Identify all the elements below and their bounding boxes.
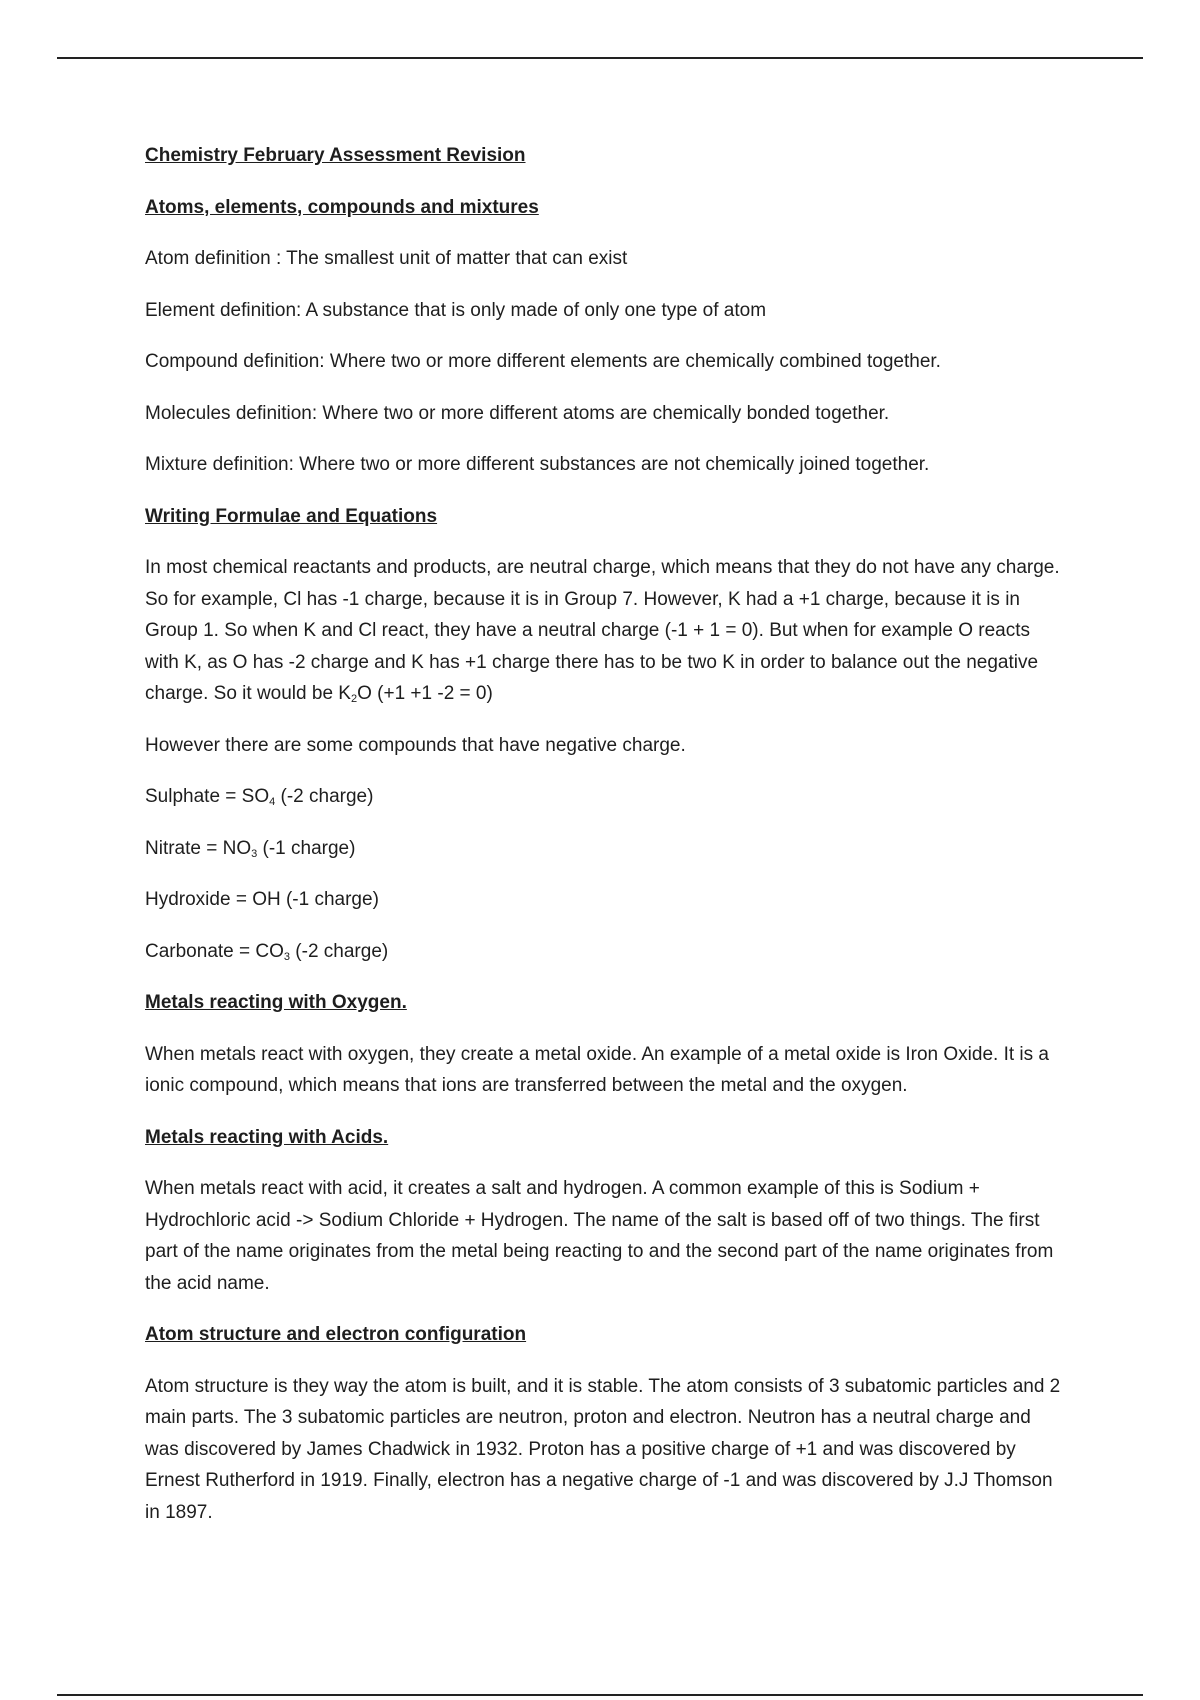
nitrate-charge: (-1 charge): [257, 837, 356, 859]
formulae-paragraph-tail: O (+1 +1 -2 = 0): [357, 683, 493, 704]
molecule-definition: Molecules definition: Where two or more different atoms are chemically bonded together.: [145, 402, 890, 424]
document-body: [145, 140, 1065, 1548]
atom-structure-paragraph: Atom structure is they way the atom is built, and it is stable. The atom consists of 3 subatomic particles and 2 main parts. The 3 subatomic particles are neutron, proton and electron. Neutron has a neutral charge and was discovered by James Chadwick in 1932. Proton has a positive charge of +1 and was discovered by Ernest Rutherford in 1919. Finally, electron has a negative charge of -1 and was discovered by J.J Thomson in 1897.: [145, 1375, 1061, 1523]
sulphate-line: [145, 781, 1065, 813]
compound-definition: Compound definition: Where two or more different elements are chemically combined together.: [145, 351, 941, 372]
heading-formulae-equations: Writing Formulae and Equations: [145, 505, 438, 527]
nitrate-subscript: 3: [251, 847, 258, 860]
mixture-definition: Mixture definition: Where two or more different substances are not chemically joined together.: [145, 454, 930, 475]
carbonate-line: [145, 936, 1065, 968]
heading-atoms-elements: Atoms, elements, compounds and mixtures: [145, 196, 539, 218]
sulphate-subscript: 4: [269, 796, 276, 808]
sulphate-charge: (-2 charge): [275, 786, 374, 807]
metals-oxygen-paragraph: When metals react with oxygen, they create a metal oxide. An example of a metal oxide is Iron Oxide. It is a ionic compound, which means that ions are transferred between the metal and the oxygen.: [145, 1043, 1049, 1096]
k2o-subscript: 2: [350, 693, 358, 705]
formulae-paragraph: [145, 552, 1065, 710]
header-rule: [57, 57, 1143, 59]
heading-metals-oxygen: Metals reacting with Oxygen.: [145, 992, 407, 1013]
nitrate-line: [145, 833, 1065, 865]
negative-charge-intro: However there are some compounds that have negative charge.: [145, 734, 686, 756]
sulphate-formula: Sulphate = SO: [145, 786, 270, 807]
formulae-paragraph-text: In most chemical reactants and products, are neutral charge, which means that they do not have any charge. So for example, Cl has -1 charge, because it is in Group 7. However, K had a +1 charge, because it is in Group 1. So when K and Cl react, they have a neutral charge (-1 + 1 = 0). But when for example O reacts with K, as O has -2 charge and K has +1 charge there has to be two K in order to balance out the negative charge. So it would be K: [145, 557, 1060, 704]
element-definition: Element definition: A substance that is only made of only one type of atom: [145, 299, 767, 321]
atom-definition: Atom definition : The smallest unit of matter that can exist: [145, 248, 628, 269]
nitrate-formula: Nitrate = NO: [145, 837, 252, 859]
carbonate-formula: Carbonate = CO: [145, 940, 284, 962]
document-title: Chemistry February Assessment Revision: [145, 145, 526, 166]
footer-rule: [57, 1694, 1143, 1696]
carbonate-subscript: 3: [283, 950, 291, 963]
hydroxide-line: Hydroxide = OH (-1 charge): [145, 889, 379, 910]
heading-atom-structure: Atom structure and electron configuration: [145, 1324, 527, 1345]
heading-metals-acids: Metals reacting with Acids.: [145, 1126, 389, 1148]
carbonate-charge: (-2 charge): [290, 940, 389, 962]
metals-acids-paragraph: When metals react with acid, it creates a salt and hydrogen. A common example of this is Sodium + Hydrochloric acid -> Sodium Chloride + Hydrogen. The name of the salt is based off of two things. The first part of the name originates from the metal being reacting to and the second part of the name originates from the acid name.: [145, 1178, 1054, 1294]
